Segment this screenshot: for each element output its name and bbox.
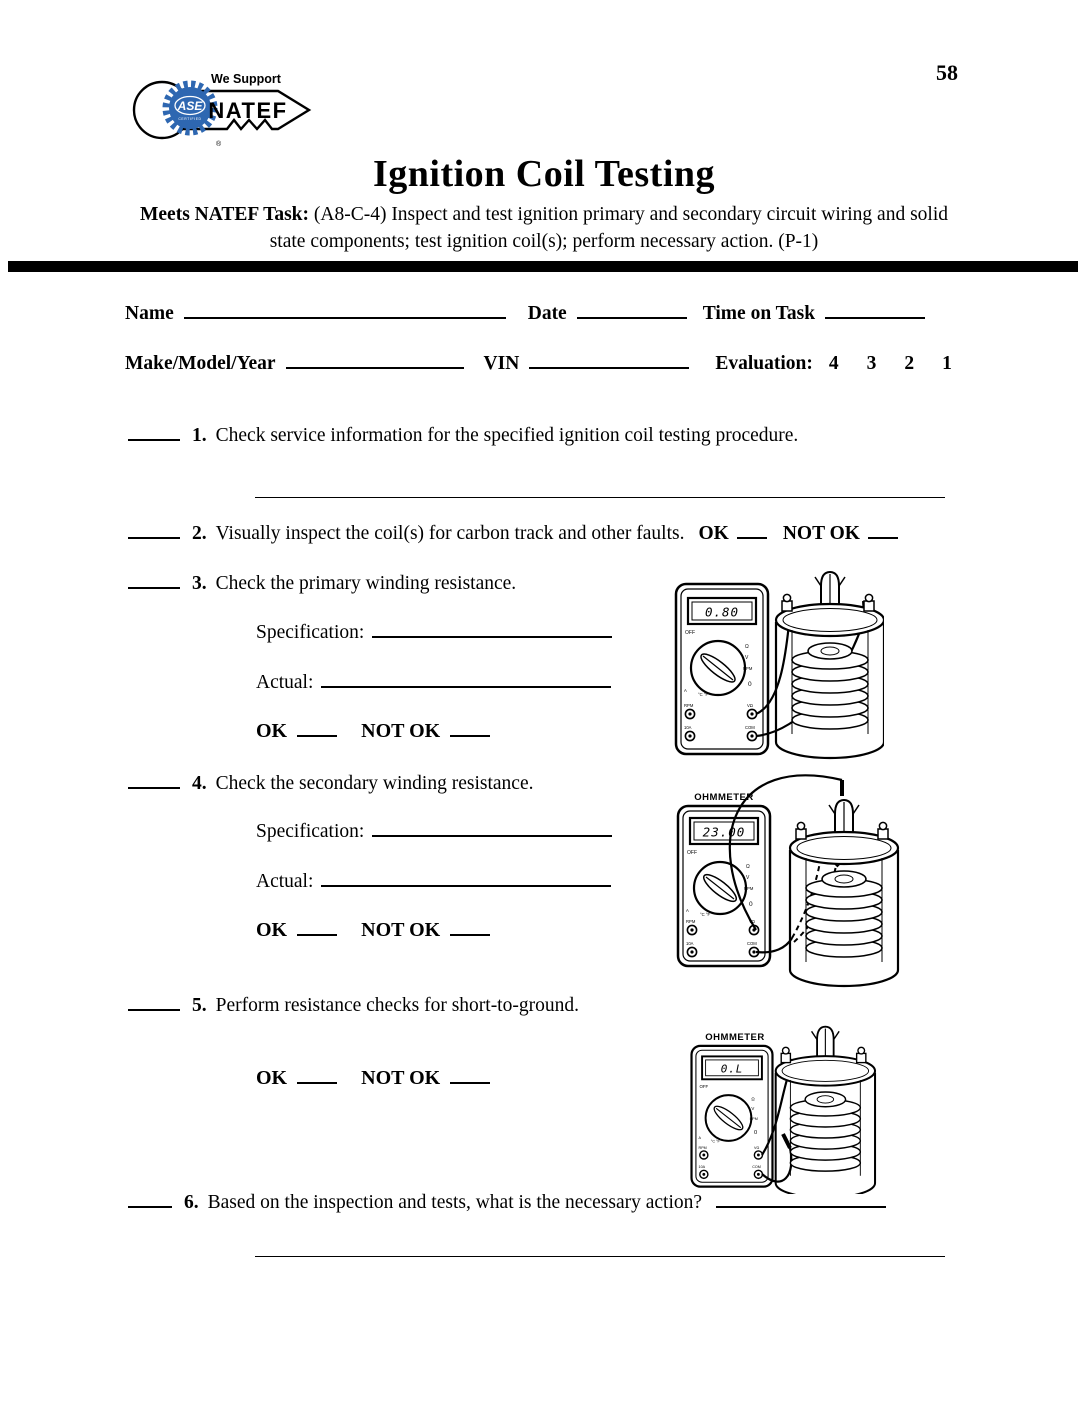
step-4-actual-blank bbox=[321, 882, 611, 887]
multimeter bbox=[676, 584, 768, 754]
svg-text:RPM: RPM bbox=[744, 886, 754, 891]
step-5-number: 5. bbox=[192, 995, 207, 1016]
we-support-text: We Support bbox=[211, 72, 281, 86]
dial-ohm-label: Ω bbox=[745, 644, 749, 650]
svg-text:10A: 10A bbox=[684, 725, 692, 730]
step-6-check-blank bbox=[128, 1203, 172, 1208]
step-2-number: 2. bbox=[192, 523, 207, 544]
svg-text:A: A bbox=[686, 908, 689, 913]
multimeter bbox=[692, 1046, 773, 1187]
ohmmeter-label: OHMMETER bbox=[705, 1032, 765, 1043]
ignition-coil bbox=[790, 800, 898, 986]
step-3-not-ok-label: NOT OK bbox=[361, 720, 441, 742]
page-title: Ignition Coil Testing bbox=[372, 153, 716, 195]
step-2-not-ok-blank bbox=[868, 534, 898, 539]
step-4-actual-label: Actual: bbox=[256, 871, 314, 892]
svg-text:Ω: Ω bbox=[751, 1096, 755, 1102]
svg-text:10A: 10A bbox=[686, 941, 694, 946]
svg-text:VΩ: VΩ bbox=[749, 919, 755, 924]
step-3-specification-label: Specification: bbox=[256, 622, 365, 643]
step-6-text: Based on the inspection and tests, what is the necessary action? bbox=[207, 1192, 703, 1213]
step-4-text: Check the secondary winding resistance. bbox=[215, 773, 534, 794]
svg-text:VΩ: VΩ bbox=[754, 1145, 760, 1150]
svg-text:RPM: RPM bbox=[684, 703, 694, 708]
svg-text:0: 0 bbox=[749, 901, 753, 908]
multimeter bbox=[678, 806, 770, 966]
step-5 bbox=[128, 995, 579, 1017]
step-2-check-blank bbox=[128, 534, 180, 539]
step-3-ok-blank bbox=[297, 732, 337, 737]
step-1-number: 1. bbox=[192, 425, 207, 446]
date-label: Date bbox=[527, 303, 567, 324]
step-4-ok-blank bbox=[297, 931, 337, 936]
step-2-not-ok-label: NOT OK bbox=[782, 523, 860, 544]
svg-text:COM: COM bbox=[747, 941, 757, 946]
page-number: 58 bbox=[936, 60, 958, 85]
eval-score-1: 1 bbox=[942, 353, 952, 374]
divider-rule bbox=[8, 261, 1078, 272]
svg-text:RPM: RPM bbox=[749, 1116, 758, 1121]
meter-display-value: 0.L bbox=[720, 1062, 744, 1076]
make-model-year-blank bbox=[286, 364, 464, 369]
eval-score-4: 4 bbox=[828, 353, 839, 374]
step-3-ok-label: OK bbox=[256, 720, 288, 742]
form-row-identity bbox=[125, 303, 925, 325]
coil-windings bbox=[792, 643, 868, 729]
step-5-text: Perform resistance checks for short-to-ground. bbox=[215, 995, 579, 1016]
step-6-answer-line bbox=[255, 1256, 945, 1257]
registered-mark: ® bbox=[216, 141, 222, 148]
svg-text:0: 0 bbox=[754, 1129, 758, 1136]
step-3-specification-row bbox=[256, 622, 612, 644]
time-on-task-blank bbox=[825, 314, 925, 319]
svg-text:V: V bbox=[751, 1106, 755, 1112]
step-4-number: 4. bbox=[192, 773, 207, 794]
meter-display-value: 0.80 bbox=[704, 604, 740, 620]
svg-text:OFF: OFF bbox=[699, 1084, 709, 1090]
natef-text: NATEF bbox=[208, 98, 288, 123]
step-3-not-ok-blank bbox=[450, 732, 490, 737]
step-3-specification-blank bbox=[372, 633, 612, 638]
form-row-vehicle bbox=[125, 353, 952, 375]
step-4-ok-row bbox=[256, 919, 490, 942]
name-blank bbox=[184, 314, 506, 319]
svg-text:RPM: RPM bbox=[686, 919, 696, 924]
step-6 bbox=[128, 1192, 886, 1214]
ignition-coil bbox=[776, 1027, 875, 1194]
eval-score-3: 3 bbox=[866, 353, 877, 374]
vin-label: VIN bbox=[483, 353, 520, 374]
svg-text:COM: COM bbox=[745, 725, 755, 730]
dial-rpm-label: RPM bbox=[743, 666, 753, 671]
step-5-not-ok-label: NOT OK bbox=[361, 1067, 441, 1089]
natef-ase-logo bbox=[126, 50, 326, 154]
step-5-check-blank bbox=[128, 1006, 180, 1011]
svg-text:Ω: Ω bbox=[746, 864, 750, 870]
step-3-actual-blank bbox=[321, 683, 611, 688]
natef-task-statement bbox=[130, 202, 958, 256]
svg-text:V: V bbox=[746, 875, 750, 881]
ase-certified-text: CERTIFIED bbox=[178, 117, 202, 121]
step-4 bbox=[128, 773, 533, 795]
svg-text:COM: COM bbox=[752, 1165, 761, 1170]
step-4-check-blank bbox=[128, 784, 180, 789]
step-3-ok-row bbox=[256, 720, 490, 743]
step-4-ok-label: OK bbox=[256, 919, 288, 941]
ohmmeter-label: OHMMETER bbox=[694, 792, 754, 803]
eval-score-2: 2 bbox=[904, 353, 915, 374]
coil-windings bbox=[790, 1092, 860, 1171]
dial-v-label: V bbox=[745, 655, 749, 661]
step-4-specification-row bbox=[256, 821, 612, 843]
step-5-ok-blank bbox=[297, 1079, 337, 1084]
step-1 bbox=[128, 425, 798, 447]
ase-text: ASE bbox=[177, 99, 203, 113]
step-2-ok-label: OK bbox=[698, 523, 729, 544]
step-4-specification-blank bbox=[372, 832, 612, 837]
step-3 bbox=[128, 573, 516, 595]
step-3-number: 3. bbox=[192, 573, 207, 594]
time-on-task-label: Time on Task bbox=[702, 303, 816, 324]
meter-display-value: 23.00 bbox=[702, 824, 746, 840]
step-6-answer-blank bbox=[716, 1203, 886, 1208]
step-3-text: Check the primary winding resistance. bbox=[215, 573, 517, 594]
step-4-not-ok-label: NOT OK bbox=[361, 919, 441, 941]
figure-primary-winding-test bbox=[672, 556, 884, 766]
step-1-text: Check service information for the specified ignition coil testing procedure. bbox=[215, 425, 799, 446]
svg-text:RPM: RPM bbox=[698, 1145, 707, 1150]
step-1-answer-line bbox=[255, 497, 945, 498]
step-3-check-blank bbox=[128, 584, 180, 589]
svg-text:OFF: OFF bbox=[687, 850, 697, 856]
step-5-not-ok-blank bbox=[450, 1079, 490, 1084]
ignition-coil bbox=[776, 572, 884, 758]
evaluation-label: Evaluation: bbox=[715, 353, 813, 374]
dial-zero-label: 0 bbox=[748, 681, 752, 688]
step-2-ok-blank bbox=[737, 534, 767, 539]
dial-temp-label: °C °F bbox=[698, 692, 709, 697]
svg-text:°C °F: °C °F bbox=[700, 912, 711, 917]
make-model-year-label: Make/Model/Year bbox=[125, 353, 276, 374]
step-2 bbox=[128, 523, 898, 545]
step-3-actual-row bbox=[256, 672, 611, 694]
name-label: Name bbox=[125, 303, 174, 324]
step-3-actual-label: Actual: bbox=[256, 672, 314, 693]
step-4-not-ok-blank bbox=[450, 931, 490, 936]
step-5-ok-label: OK bbox=[256, 1067, 288, 1089]
vin-blank bbox=[529, 364, 689, 369]
dial-a-label: A bbox=[684, 688, 687, 693]
step-4-actual-row bbox=[256, 871, 611, 893]
step-4-specification-label: Specification: bbox=[256, 821, 365, 842]
step-1-check-blank bbox=[128, 436, 180, 441]
figure-secondary-winding-test bbox=[672, 752, 900, 992]
svg-text:10A: 10A bbox=[698, 1165, 706, 1170]
svg-text:VΩ: VΩ bbox=[747, 703, 753, 708]
svg-text:°C °F: °C °F bbox=[710, 1139, 720, 1144]
task-label: Meets NATEF Task: bbox=[139, 204, 309, 225]
figure-short-to-ground-test bbox=[688, 1008, 896, 1194]
meter-off-label: OFF bbox=[685, 630, 695, 636]
coil-windings bbox=[806, 871, 882, 957]
ase-gear-icon bbox=[166, 84, 214, 132]
step-5-ok-row bbox=[256, 1067, 490, 1090]
step-6-number: 6. bbox=[184, 1192, 199, 1213]
date-blank bbox=[577, 314, 687, 319]
svg-text:A: A bbox=[698, 1136, 702, 1141]
task-text: (A8-C-4) Inspect and test ignition primary and secondary circuit wiring and solid state components; test ignition coil(s); perform necessary action. (P-1) bbox=[269, 204, 949, 252]
step-2-text: Visually inspect the coil(s) for carbon track and other faults. bbox=[215, 523, 685, 544]
